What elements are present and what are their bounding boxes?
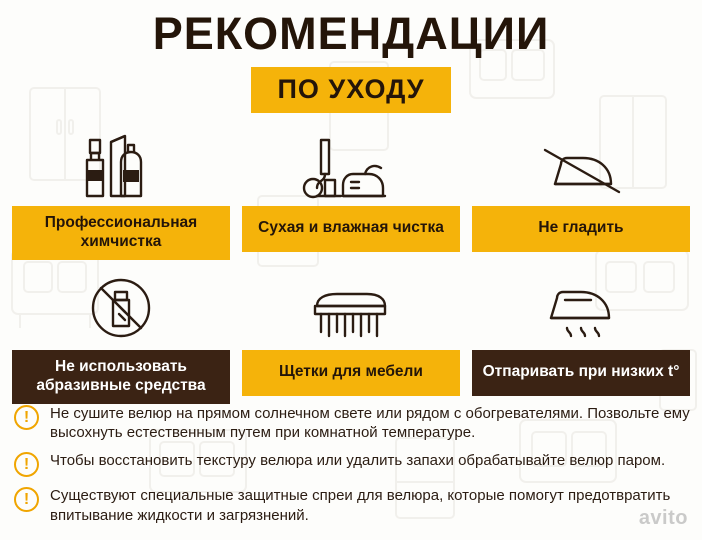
care-card-dry-cleaning [12,128,230,260]
page-title-block [0,10,702,113]
care-card-label: Отпаривать при низких t° [472,350,690,396]
notes-list [14,404,690,534]
vacuum-cleaner-icon [291,128,411,200]
no-ironing-icon [533,128,629,200]
page-title: РЕКОМЕНДАЦИИ [152,8,550,59]
no-abrasive-icon [83,272,159,344]
page-subtitle: ПО УХОДУ [277,74,425,105]
care-card-label: Щетки для мебели [242,350,460,396]
note-text: Чтобы восстановить текстуру велюра или удалить запахи обрабатывайте велюр паром. [50,452,666,470]
care-card-steam [472,272,690,404]
note-item [14,486,690,524]
care-card-vacuum [242,128,460,260]
care-card-label: Не использовать абразивные средства [12,350,230,404]
warning-icon: ! [14,405,39,430]
detergent-bottles-icon [73,128,169,200]
care-cards-row-2 [12,272,690,404]
note-item [14,451,690,477]
care-cards-row-1 [12,128,690,260]
steam-iron-icon [531,272,631,344]
care-card-label: Профессиональная химчистка [12,206,230,260]
care-cards-grid [12,128,690,416]
care-card-label: Не гладить [472,206,690,252]
care-card-no-abrasive [12,272,230,404]
page-subtitle-badge [251,67,450,113]
warning-icon: ! [14,487,39,512]
care-card-brush [242,272,460,404]
care-card-label: Сухая и влажная чистка [242,206,460,252]
note-text: Существуют специальные защитные спреи для велюра, которые помогут предотвратить впитывание жидкости и загрязнений. [50,487,671,524]
furniture-brush-icon [303,272,399,344]
warning-icon: ! [14,452,39,477]
note-item [14,404,690,442]
watermark: avito [638,507,688,529]
care-card-no-iron [472,128,690,260]
note-text: Не сушите велюр на прямом солнечном свете или рядом с обогревателями. Позвольте ему высохнуть естественным путем при комнатной температуре. [50,405,690,442]
